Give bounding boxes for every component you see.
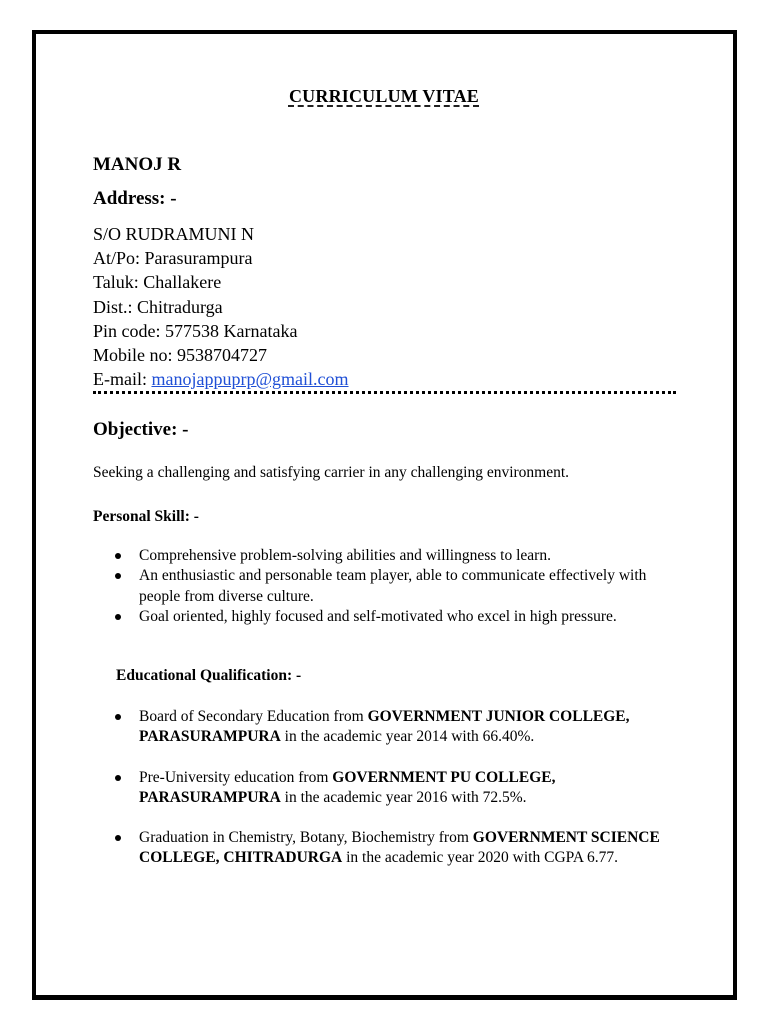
education-post: in the academic year 2014 with 66.40%. (280, 728, 535, 746)
address-line: Dist.: Chitradurga (93, 296, 223, 317)
email-link[interactable]: manojappuprp@gmail.com (151, 369, 349, 390)
document-title: CURRICULUM VITAE (288, 86, 480, 106)
address-line: At/Po: Parasurampura (93, 248, 253, 269)
objective-heading: Objective: - (93, 419, 189, 440)
address-line: Pin code: 577538 Karnataka (93, 320, 298, 341)
skill-text: Comprehensive problem-solving abilities and willingness to learn. (139, 547, 551, 564)
list-item (93, 828, 675, 869)
address-line: Taluk: Challakere (93, 272, 222, 293)
education-institution: GOVERNMENT JUNIOR COLLEGE, PARASURAMPURA (139, 708, 630, 746)
address-line: S/O RUDRAMUNI N (93, 224, 255, 244)
education-institution: GOVERNMENT SCIENCE COLLEGE, CHITRADURGA (139, 829, 660, 867)
address-heading: Address: - (93, 188, 177, 209)
mobile-line: Mobile no: 9538704727 (93, 345, 267, 366)
list-item (93, 546, 669, 566)
education-pre: Pre-University education from (139, 768, 333, 786)
bullet-icon (115, 553, 121, 559)
bullet-icon (115, 835, 121, 841)
education-pre: Board of Secondary Education from (139, 708, 368, 725)
list-item (93, 768, 669, 809)
personal-skill-heading: Personal Skill: - (93, 508, 199, 525)
personal-skill-list (93, 546, 669, 627)
bullet-icon (115, 714, 121, 720)
education-list (93, 707, 675, 889)
email-label: E-mail: (93, 369, 152, 390)
list-item (93, 707, 669, 748)
bullet-icon (115, 573, 121, 579)
address-block (93, 222, 349, 391)
list-item (93, 566, 669, 607)
bullet-icon (115, 614, 121, 620)
candidate-name: MANOJ R (93, 154, 182, 175)
education-post: in the academic year 2016 with 72.5%. (280, 788, 527, 806)
education-institution: GOVERNMENT PU COLLEGE, PARASURAMPURA (139, 768, 556, 806)
list-item (93, 607, 669, 627)
section-divider (93, 391, 676, 394)
education-heading: Educational Qualification: - (116, 667, 302, 684)
skill-text: An enthusiastic and personable team player, able to communicate effectively with people from diverse culture. (139, 567, 647, 605)
education-post: in the academic year 2020 with CGPA 6.77. (342, 849, 619, 867)
education-pre: Graduation in Chemistry, Botany, Biochemistry from (139, 829, 473, 847)
skill-text: Goal oriented, highly focused and self-motivated who excel in high pressure. (139, 607, 617, 625)
bullet-icon (115, 775, 121, 781)
email-line (93, 367, 349, 391)
objective-text: Seeking a challenging and satisfying carrier in any challenging environment. (93, 464, 570, 481)
